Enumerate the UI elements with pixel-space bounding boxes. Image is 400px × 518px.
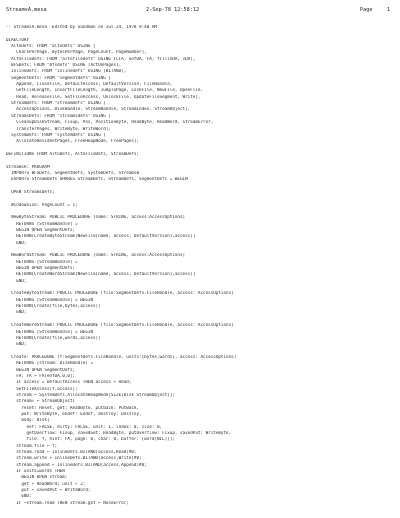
- code-line: stream ← SystemDefs.AllocateHeapNode[SIZE[Disk StreamObject]];: [6, 392, 175, 398]
- file-name: StreamsA.mesa: [6, 7, 47, 13]
- code-line: END;: [6, 278, 27, 284]
- code-line: SegmentDefs: FROM "segmentdefs" USING [: [6, 75, 111, 81]
- code-line: Append, CloseFile, DefaultAccess, DefaultVersion, FileHandle,: [6, 82, 173, 88]
- code-line: CleanupDiskStream, Fixup, Pos, PositionByte, ReadByte, ReadWord, StreamError,: [6, 120, 214, 126]
- code-line: RETURN[Create[file,bytes,access]]: [6, 304, 101, 310]
- code-line: RETURN[CreateWordStream[NewFile[name, access, DefaultVersion],access]]: [6, 272, 196, 278]
- code-line: RETURN[Create[file,words,access]]: [6, 335, 101, 341]
- code-line: StreamDefs: FROM "streamdefs" USING [: [6, 101, 106, 107]
- code-line: put ← savedPut ← WriteWord;: [6, 488, 91, 494]
- code-line: OPEN StreamsDefs;: [6, 189, 55, 195]
- code-line: BEGIN OPEN SegmentDefs;: [6, 266, 76, 272]
- code-line: stream.append ← InlineDefs.BITAND[access,Append]#0;: [6, 462, 147, 468]
- code-line: -- StreamsA.mesa Edited by Sandman on Jul 24, 1978 9:40 AM: [6, 25, 157, 30]
- code-line: AltoDefs: FROM "altodefs" USING [: [6, 44, 96, 50]
- code-line: BEGIN OPEN SegmentDefs;: [6, 228, 76, 233]
- code-line: RETURN[CreateByteStream[NewFile[name, access, DefaultVersion],access]]: [6, 234, 196, 240]
- code-line: stream.read ← InlineDefs.BITAND[access,Read]#0;: [6, 450, 137, 456]
- code-line: DEFINITIONS FROM AltoDefs, AltoFileDefs, StreamDefs;: [6, 151, 140, 157]
- code-line: CharsPerPage, BytesPerPage, PageCount, PageNumber],: [6, 50, 147, 56]
- code-line: RETURNS [StreamHandle] = BEGIN: [6, 297, 93, 303]
- code-line: EXPORTS StreamDefs SHARES StreamDefs, StreamDefs, SegmentDefs = BEGIN: [6, 177, 188, 183]
- code-line: DIRECTORY: [6, 37, 30, 43]
- code-line: BFSDefs: FROM "bfsdefs" USING [ActOnPages],: [6, 63, 122, 69]
- page-header: [6, 5, 392, 15]
- code-line: AccessOptions, DiskHandle, StreamHandle, StreamIndex, StreamObject],: [6, 107, 191, 113]
- code-line: Read, ReleaseFile, SetFileAccess, UnlockFile, UpdateFileSegment, Write],: [6, 94, 201, 100]
- code-line: END;: [6, 310, 27, 316]
- code-line: CreateWordStream: PUBLIC PROCEDURE [file:SegmentDefs.FileHandle, access: AccessOptions]: [6, 323, 234, 329]
- code-line: END;: [6, 240, 27, 246]
- code-line: put: WriteByte, endof: Endof, destroy: Destroy,: [6, 411, 142, 417]
- code-line: CreateByteStream: PUBLIC PROCEDURE [file:SegmentDefs.FileHandle, access: AccessOptions]: [6, 291, 234, 297]
- page-label: Page: [360, 7, 373, 13]
- code-line: TransferPages, WriteByte, WriteWord],: [6, 126, 111, 132]
- code-line: FA: FA ← FA[eofDA,0,0];: [6, 373, 76, 379]
- code-line: GetFileLength, InsertFileLength, JumpToPage, LockFile, NewFile, OpenFile,: [6, 88, 204, 94]
- code-line: BEGIN OPEN SegmentDefs;: [6, 367, 76, 373]
- code-line: StreamsA: PROGRAM: [6, 164, 50, 170]
- code-line: body: Disk[: [6, 418, 50, 424]
- page-number: 1: [387, 7, 391, 13]
- code-line: IF units=words THEN: [6, 469, 65, 475]
- print-date: 2-Sep-78 12:58:12: [146, 7, 200, 13]
- code-line: RETURNS [stream: DiskHandle] =: [6, 361, 93, 367]
- code-line: NewByteStream: PUBLIC PROCEDURE [name: STRING, access:AccessOptions]: [6, 215, 186, 221]
- code-line: END;: [6, 342, 27, 348]
- code-line: AltoFileDefs: FROM "altofiledefs" USING [CFA, eofDA, FA, fillinDA, vDA],: [6, 56, 196, 62]
- code-line: IF ~stream.read THEN stream.get ← NoseError;: [6, 500, 129, 506]
- code-line: getOverflow: Fixup, savedGet: ReadByte, putOverflow: Fixup, savedPut: WriteByte,: [6, 431, 232, 436]
- code-line: file: f, hint: FA, page: 0, char: 0, buffer: [word[NIL]]];: [6, 437, 175, 443]
- code-line: BEGIN OPEN stream;: [6, 475, 68, 481]
- code-line: get ← ReadWord; unit ← 2;: [6, 481, 86, 487]
- code-line: reset: Reset, get: ReadByte, putback: PutBack,: [6, 405, 140, 411]
- code-line: IMPORTS BFSDefs, SegmentDefs, SystemDefs, StreamsB: [6, 170, 140, 176]
- code-line: stream.write ← InlineDefs.BITAND[access,Write]#0;: [6, 456, 142, 462]
- code-line: stream↑ ← StreamObject[: [6, 399, 76, 405]
- code-line: WindowSize: PageCount = 1;: [6, 202, 78, 208]
- code-line: InlineDefs: FROM "inlinedefs" USING [BITAND],: [6, 69, 127, 75]
- code-line: RETURNS [StreamHandle] = BEGIN: [6, 329, 93, 335]
- code-line: eof: FALSE, dirty: FALSE, unit: 1, index: 0, size: 0,: [6, 424, 163, 430]
- code-listing: [6, 25, 392, 507]
- code-line: SetFileAccess[f,access];: [6, 386, 78, 392]
- code-line: NewWordStream: PUBLIC PROCEDURE [name: STRING, access:AccessOptions]: [6, 253, 186, 259]
- code-line: SystemDefs: FROM "systemdefs" USING [: [6, 132, 106, 138]
- code-line: Create: PROCEDURE [f:SegmentDefs.FileHandle, units:{bytes,words}, access: AccessOptions]: [6, 354, 237, 360]
- code-line: RETURNS [StreamHandle] =: [6, 221, 78, 227]
- code-line: RETURNS [StreamHandle] =: [6, 259, 78, 265]
- code-line: StreamsDefs: FROM "streamsdefs" USING [: [6, 113, 111, 119]
- code-line: stream.file ← f;: [6, 443, 58, 449]
- code-line: END;: [6, 494, 32, 500]
- code-line: IF access = DefaultAccess THEN access ← Read;: [6, 380, 132, 386]
- code-line: AllocateResidentPages, FreeHeapNode, FreePages];: [6, 139, 140, 145]
